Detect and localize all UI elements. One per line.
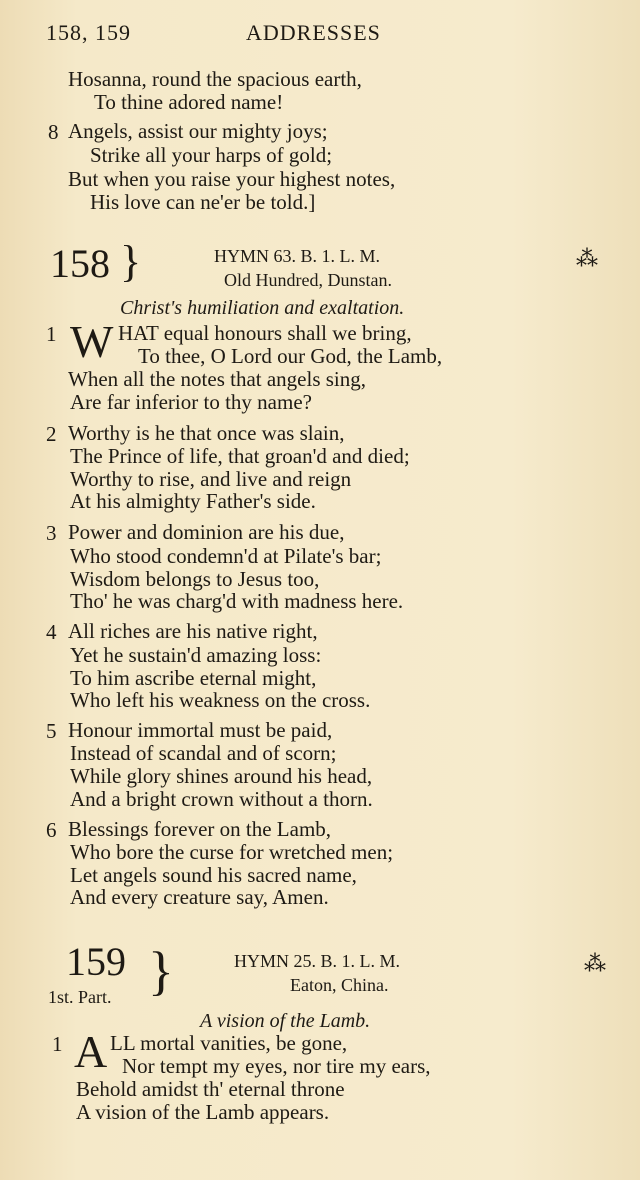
verse-line: Wisdom belongs to Jesus too, <box>70 567 320 591</box>
stanza-number: 6 <box>46 818 57 842</box>
stanza-number: 4 <box>46 620 57 644</box>
verse-line: Behold amidst th' eternal throne <box>76 1077 345 1101</box>
verse-line: Who bore the curse for wretched men; <box>70 840 394 864</box>
verse-line: And a bright crown without a thorn. <box>70 787 373 811</box>
verse-line: Who left his weakness on the cross. <box>70 688 371 712</box>
verse-line: Hosanna, round the spacious earth, <box>68 67 362 91</box>
page-numbers: 158, 159 <box>46 20 131 45</box>
verse-line: Blessings forever on the Lamb, <box>68 817 332 841</box>
verse-line: To him ascribe eternal might, <box>70 666 317 690</box>
verse-line: Instead of scandal and of scorn; <box>70 741 337 765</box>
asterism-icon: ⁂ <box>584 951 606 976</box>
verse-line: To thine adored name! <box>94 90 284 114</box>
verse-line: At his almighty Father's side. <box>70 489 316 513</box>
hymn-number: 159 <box>66 939 126 984</box>
verse-line: Worthy to rise, and live and reign <box>70 467 352 491</box>
hymn-brace: } <box>148 941 174 1001</box>
stanza-number: 3 <box>46 521 57 545</box>
verse-line: HAT equal honours shall we bring, <box>118 321 412 345</box>
hymn-part: 1st. Part. <box>48 987 112 1007</box>
verse-line: Tho' he was charg'd with madness here. <box>70 589 404 613</box>
drop-cap: A <box>74 1026 108 1077</box>
verse-line: Who stood condemn'd at Pilate's bar; <box>70 544 382 568</box>
hymn-meta: HYMN 25. B. 1. L. M. <box>234 951 401 971</box>
verse-line: Honour immortal must be paid, <box>68 718 333 742</box>
stanza-number: 5 <box>46 719 57 743</box>
verse-line: Let angels sound his sacred name, <box>70 863 357 887</box>
verse-line: All riches are his native right, <box>68 619 318 643</box>
verse-line: While glory shines around his head, <box>70 764 373 788</box>
verse-line: When all the notes that angels sing, <box>68 367 367 391</box>
drop-cap: W <box>70 316 114 367</box>
verse-line: A vision of the Lamb appears. <box>76 1100 330 1124</box>
verse-line: Strike all your harps of gold; <box>90 143 333 167</box>
hymn-title: Christ's humiliation and exaltation. <box>120 297 405 319</box>
verse-line: LL mortal vanities, be gone, <box>110 1031 348 1055</box>
hymn-number: 158 <box>50 241 110 286</box>
verse-line: And every creature say, Amen. <box>70 885 329 909</box>
asterism-icon: ⁂ <box>576 246 598 271</box>
verse-line: Yet he sustain'd amazing loss: <box>70 643 322 667</box>
verse-line: Power and dominion are his due, <box>68 520 345 544</box>
section-title: ADDRESSES <box>246 20 381 45</box>
hymn-tunes: Eaton, China. <box>290 975 389 995</box>
verse-line: The Prince of life, that groan'd and died; <box>70 444 410 468</box>
verse-line: Nor tempt my eyes, nor tire my ears, <box>122 1054 431 1078</box>
verse-line: Worthy is he that once was slain, <box>68 421 345 445</box>
hymn-tunes: Old Hundred, Dunstan. <box>224 270 392 290</box>
stanza-number: 1 <box>46 322 57 346</box>
verse-line: Angels, assist our mighty joys; <box>68 119 328 143</box>
stanza-number: 2 <box>46 422 57 446</box>
verse-line: To thee, O Lord our God, the Lamb, <box>138 344 443 368</box>
stanza-number: 1 <box>52 1032 63 1056</box>
verse-line: But when you raise your highest notes, <box>68 167 396 191</box>
hymn-brace: } <box>120 237 142 286</box>
hymn-title: A vision of the Lamb. <box>200 1010 371 1032</box>
verse-line: His love can ne'er be told.] <box>90 190 316 214</box>
hymn-meta: HYMN 63. B. 1. L. M. <box>214 246 381 266</box>
stanza-number: 8 <box>48 120 59 144</box>
verse-line: Are far inferior to thy name? <box>70 390 312 414</box>
